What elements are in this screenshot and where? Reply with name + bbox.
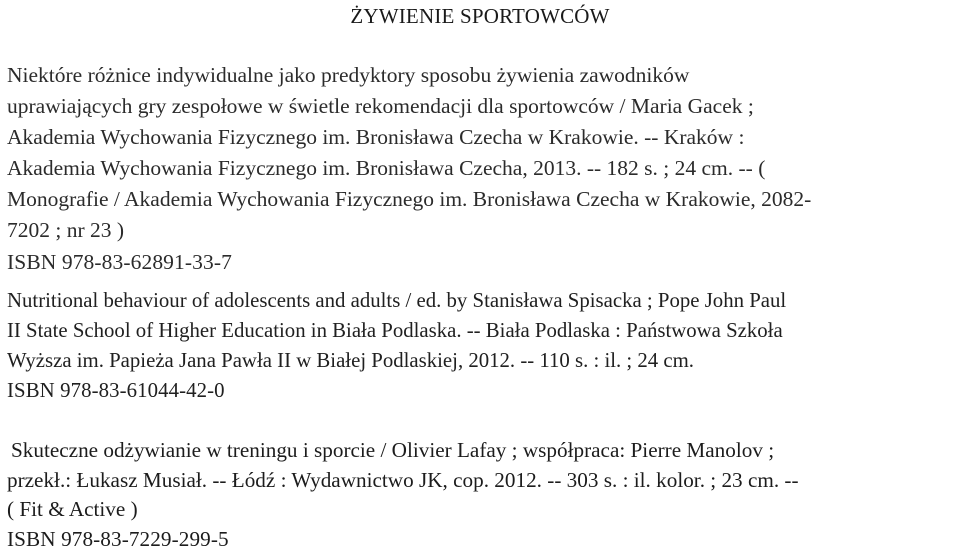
page-title: ŻYWIENIE SPORTOWCÓW — [350, 4, 610, 28]
entry-1-line-3: Akademia Wychowania Fizycznego im. Bronisława Czecha w Krakowie. -- Kraków : — [7, 125, 745, 150]
entry-2-line-2: II State School of Higher Education in Biała Podlaska. -- Biała Podlaska : Państwowa Szkoła — [7, 319, 783, 343]
entry-2-line-1: Nutritional behaviour of adolescents and adults / ed. by Stanisława Spisacka ; Pope John Paul — [7, 289, 787, 312]
entry-1-line-4: Akademia Wychowania Fizycznego im. Bronisława Czecha, 2013. -- 182 s. ; 24 cm. -- ( — [7, 156, 766, 181]
entry-3-line-1: Skuteczne odżywianie w treningu i sporcie / Olivier Lafay ; współpraca: Pierre Manolov ; — [11, 438, 775, 462]
entry-2-isbn: ISBN 978-83-61044-42-0 — [7, 379, 225, 403]
bibliography-entry-1 — [7, 60, 957, 278]
bibliography-entry-3 — [7, 436, 957, 554]
entry-3-line-2: przekł.: Łukasz Musiał. -- Łódź : Wydawnictwo JK, cop. 2012. -- 303 s. : il. kolor. ; 23 cm. -- — [7, 467, 799, 492]
entry-1-line-2: uprawiających gry zespołowe w świetle rekomendacji dla sportowców / Maria Gacek ; — [7, 94, 754, 119]
entry-1-line-5: Monografie / Akademia Wychowania Fizycznego im. Bronisława Czecha w Krakowie, 2082- — [7, 187, 812, 212]
entry-1-isbn: ISBN 978-83-62891-33-7 — [7, 249, 232, 274]
entry-3-line-3: ( Fit & Active ) — [7, 497, 138, 522]
bibliography-entry-2 — [7, 286, 957, 406]
entry-1-line-1: Niektóre różnice indywidualne jako predyktory sposobu żywienia zawodników — [7, 63, 690, 87]
entry-1-line-6: 7202 ; nr 23 ) — [7, 218, 125, 243]
entry-3-isbn: ISBN 978-83-7229-299-5 — [7, 526, 229, 551]
entry-2-line-3: Wyższa im. Papieża Jana Pawła II w Białej Podlaskiej, 2012. -- 110 s. : il. ; 24 cm. — [7, 349, 695, 373]
